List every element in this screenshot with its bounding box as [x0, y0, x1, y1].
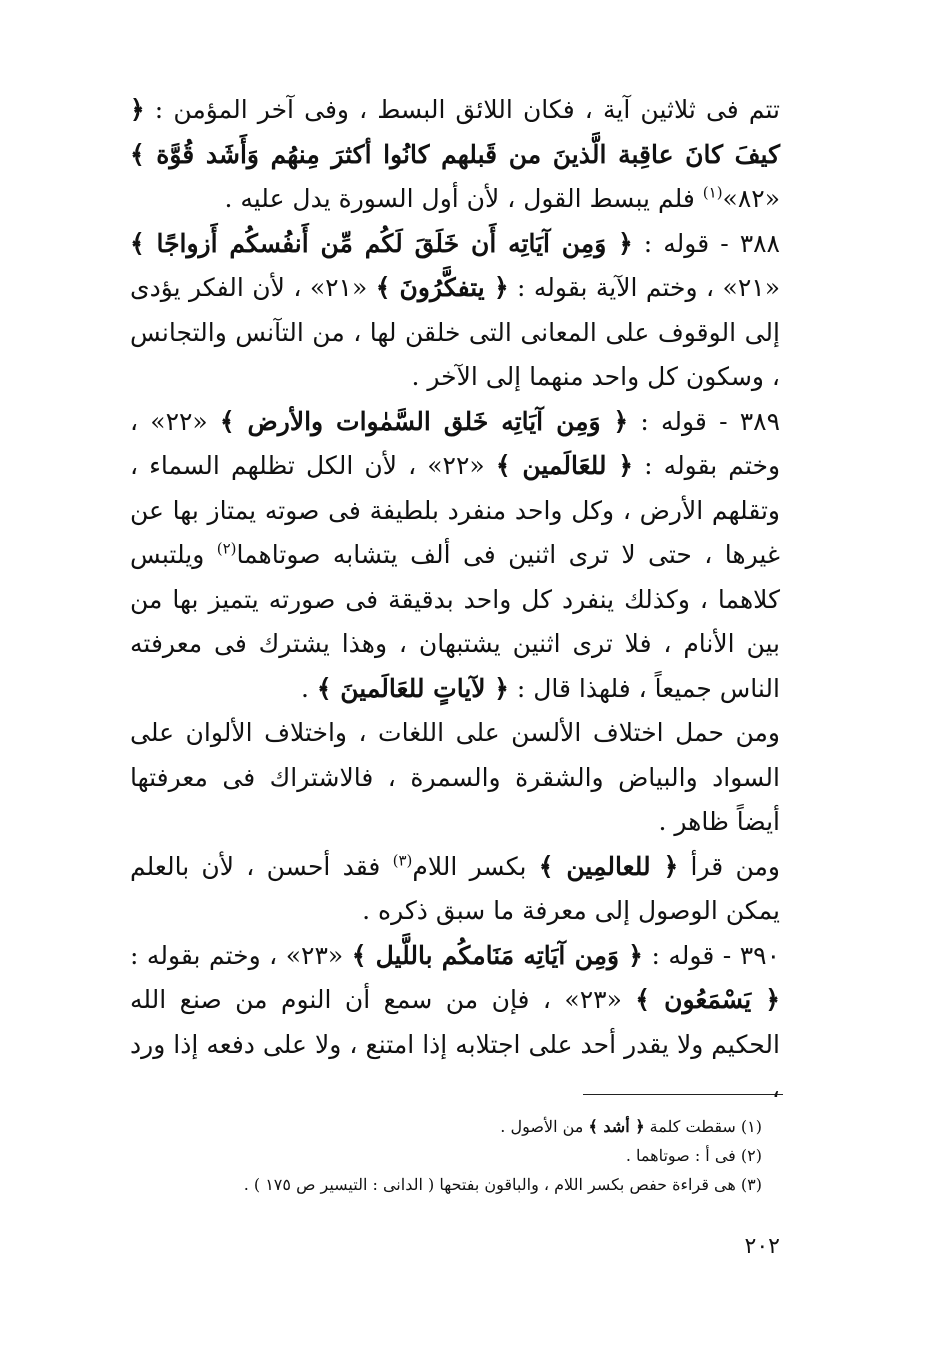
paragraph-389 — [130, 400, 780, 712]
text-run: تتم فى ثلاثين آية ، فكان اللائق البسط ، وفى آخر المؤمن : — [144, 95, 780, 124]
text-run: (٣) هى قراءة حفص بكسر اللام ، والباقون بفتحها ( الدانى : التيسير ص ١٧٥ ) . — [243, 1175, 762, 1194]
text-run: (١) سقطت كلمة — [644, 1117, 762, 1136]
text-run: بكسر اللام — [412, 851, 539, 881]
text-run: «٢٣» ، وختم بقوله : — [130, 940, 352, 970]
footnote-divider — [583, 1094, 783, 1095]
text-run: «٢١» ، لأن الفكر يؤدى إلى الوقوف على المعانى التى خلقن لها ، من التآنس والتجانس ، وسكون كل واحد منهما إلى الآخر . — [130, 273, 780, 391]
page-body — [130, 88, 780, 1112]
quran-quote: ﴿ أشد ﴾ — [588, 1117, 645, 1136]
quran-quote: ﴿ وَمِن آيَاتِه أَن خَلَقَ لَكُم مِّن أَنفُسكُم أَزواجًا ﴾ — [130, 228, 633, 258]
text-run: «٢١» ، وختم الآية بقوله : — [508, 273, 780, 302]
quran-quote: ﴿ يتفكَّرُونَ ﴾ — [375, 273, 509, 302]
footnote-3 — [130, 1170, 762, 1199]
paragraph-languages-colors — [130, 711, 780, 845]
quran-quote: ﴿ يَسْمَعُون ﴾ — [635, 985, 780, 1014]
text-run: ومن حمل اختلاف الألسن على اللغات ، واختلاف الألوان على السواد والبياض والشقرة والسمرة ، فالاشتراك فى معرفتها أيضاً ظاهر . — [130, 718, 780, 836]
text-run: ٣٨٩ - قوله : — [628, 406, 781, 436]
text-run: ٣٨٨ - قوله : — [632, 228, 780, 258]
paragraph-reading-lilalamin — [130, 845, 780, 934]
paragraph-intro — [130, 88, 780, 222]
footnote-marker: (٣) — [392, 851, 413, 870]
footnote-1 — [130, 1112, 762, 1141]
text-run: «٨٢» — [722, 184, 780, 213]
paragraph-388 — [130, 222, 780, 400]
footnote-2 — [130, 1141, 762, 1170]
text-run: فقد أحسن ، لأن بالعلم يمكن الوصول إلى معرفة ما سبق ذكره . — [130, 851, 780, 925]
text-run: فلم يبسط القول ، لأن أول السورة يدل عليه . — [224, 184, 703, 213]
quran-quote: ﴿ للعالمِين ﴾ — [538, 851, 679, 881]
text-run: «٢٣» ، فإن من سمع أن النوم من صنع الله الحكيم ولا يقدر أحد على اجتلابه إذا امتنع ، ولا على دفعه إذا ورد ، — [130, 985, 780, 1103]
text-run: ويلتبس كلاهما ، وكذلك ينفرد كل واحد بدقيقة فى صورته يتميز بها من بين الأنام ، فلا ترى اثنين يشتبهان ، وهذا يشترك فى معرفته الناس جميعاً ، فلهذا قال : — [130, 540, 780, 703]
text-run: ومن قرأ — [678, 851, 780, 881]
quran-quote: ﴿ وَمِن آيَاتِه مَنَامكُم باللَّيل ﴾ — [351, 940, 643, 970]
quran-quote: ﴿ للعَالَمين ﴾ — [495, 451, 634, 480]
quran-quote: ﴿ كيفَ كانَ عاقِبة الَّذينَ من قَبلهم كانُوا أكثرَ مِنهُم وَأَشَد قُوَّة ﴾ — [130, 95, 780, 169]
text-run: (٢) فى أ : صوتاهما . — [625, 1146, 762, 1165]
footnote-marker: (١) — [702, 183, 723, 202]
footnote-marker: (٢) — [216, 539, 237, 558]
paragraph-390 — [130, 934, 780, 1112]
quran-quote: ﴿ لآياتٍ للعَالَمينَ ﴾ — [316, 673, 509, 703]
text-run: «٢٢» ، لأن الكل تظلهم السماء ، وتقلهم الأرض ، وكل واحد منفرد بلطيفة فى صوته يمتاز بها عن غيرها ، حتى لا ترى اثنين فى ألف يتشابه صوتاهما — [130, 451, 780, 569]
footnotes — [130, 1112, 762, 1199]
page-number: ٢٠٢ — [744, 1234, 780, 1259]
quran-quote: ﴿ وَمِن آيَاتِه خَلق السَّمٰوات والأرض ﴾ — [219, 406, 629, 436]
text-run: . — [301, 673, 317, 703]
text-run: ٣٩٠ - قوله : — [642, 940, 781, 970]
text-run: من الأصول . — [500, 1117, 589, 1136]
text-run: «٢٢» ، وختم بقوله : — [130, 406, 781, 480]
